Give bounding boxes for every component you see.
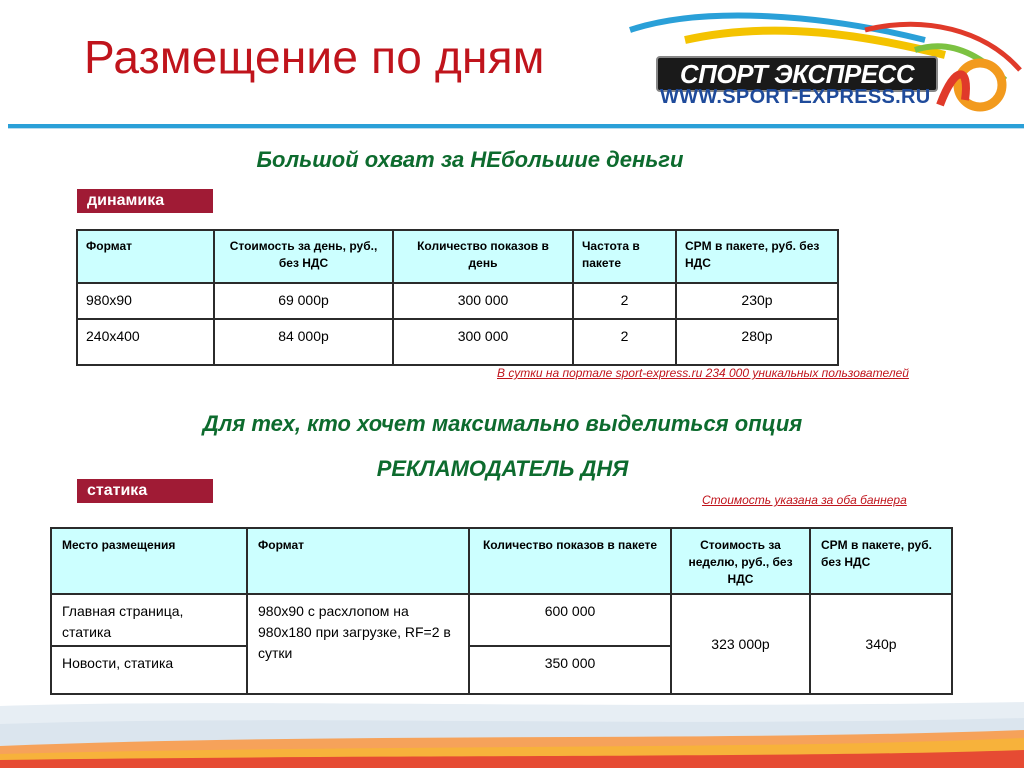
static-tag: статика xyxy=(77,479,213,503)
headline: Большой охват за НЕбольшие деньги xyxy=(256,147,684,172)
dynamic-price-table xyxy=(76,229,839,366)
logo-url[interactable]: WWW.SPORT-EXPRESS.RU xyxy=(660,86,931,108)
dynamic-tag: динамика xyxy=(77,189,213,213)
cell-shows: 300 000 xyxy=(393,319,573,365)
cell-day-cost: 69 000р xyxy=(214,283,393,319)
col-header-cpm: CPM в пакете, руб. без НДС xyxy=(676,230,838,283)
logo-wordmark: СПОРТ ЭКСПРЕСС xyxy=(656,56,938,92)
cell-shows: 300 000 xyxy=(393,283,573,319)
static-price-table xyxy=(50,527,953,695)
col-header-format: Формат xyxy=(247,528,469,594)
cell-week-cost: 323 000р xyxy=(671,594,810,694)
cell-cpm: 230р xyxy=(676,283,838,319)
cell-format: 240x400 xyxy=(77,319,214,365)
cell-frequency: 2 xyxy=(573,319,676,365)
cell-day-cost: 84 000р xyxy=(214,319,393,365)
table-row xyxy=(77,283,838,319)
table-row xyxy=(51,594,952,646)
table-header-row xyxy=(77,230,838,283)
col-header-week-cost: Стоимость за неделю, руб., без НДС xyxy=(671,528,810,594)
header-divider xyxy=(8,124,1024,129)
cell-shows: 350 000 xyxy=(469,646,671,694)
table-row xyxy=(77,319,838,365)
col-header-frequency: Частота в пакете xyxy=(573,230,676,283)
cell-format: 980x90 xyxy=(77,283,214,319)
table-header-row xyxy=(51,528,952,594)
cell-shows: 600 000 xyxy=(469,594,671,646)
col-header-place: Место размещения xyxy=(51,528,247,594)
col-header-cpm: CPM в пакете, руб. без НДС xyxy=(810,528,952,594)
cell-cpm: 340р xyxy=(810,594,952,694)
cell-format: 980x90 с расхлопом на 980x180 при загрузке, RF=2 в сутки xyxy=(247,594,469,694)
cell-frequency: 2 xyxy=(573,283,676,319)
subheadline: Для тех, кто хочет максимально выделиться опция xyxy=(202,411,803,436)
col-header-day-cost: Стоимость за день, руб., без НДС xyxy=(214,230,393,283)
col-header-shows-per-day: Количество показов в день xyxy=(393,230,573,283)
price-note[interactable]: Стоимость указана за оба баннера xyxy=(702,493,907,507)
option-name: РЕКЛАМОДАТЕЛЬ ДНЯ xyxy=(376,456,629,481)
cell-place: Главная страница, статика xyxy=(51,594,247,646)
slide-title: Размещение по дням xyxy=(84,31,545,83)
cell-cpm: 280р xyxy=(676,319,838,365)
audience-note[interactable]: В сутки на портале sport-express.ru 234 000 уникальных пользователей xyxy=(497,366,909,380)
decorative-waves xyxy=(0,688,1024,768)
col-header-format: Формат xyxy=(77,230,214,283)
cell-place: Новости, статика xyxy=(51,646,247,694)
col-header-shows: Количество показов в пакете xyxy=(469,528,671,594)
